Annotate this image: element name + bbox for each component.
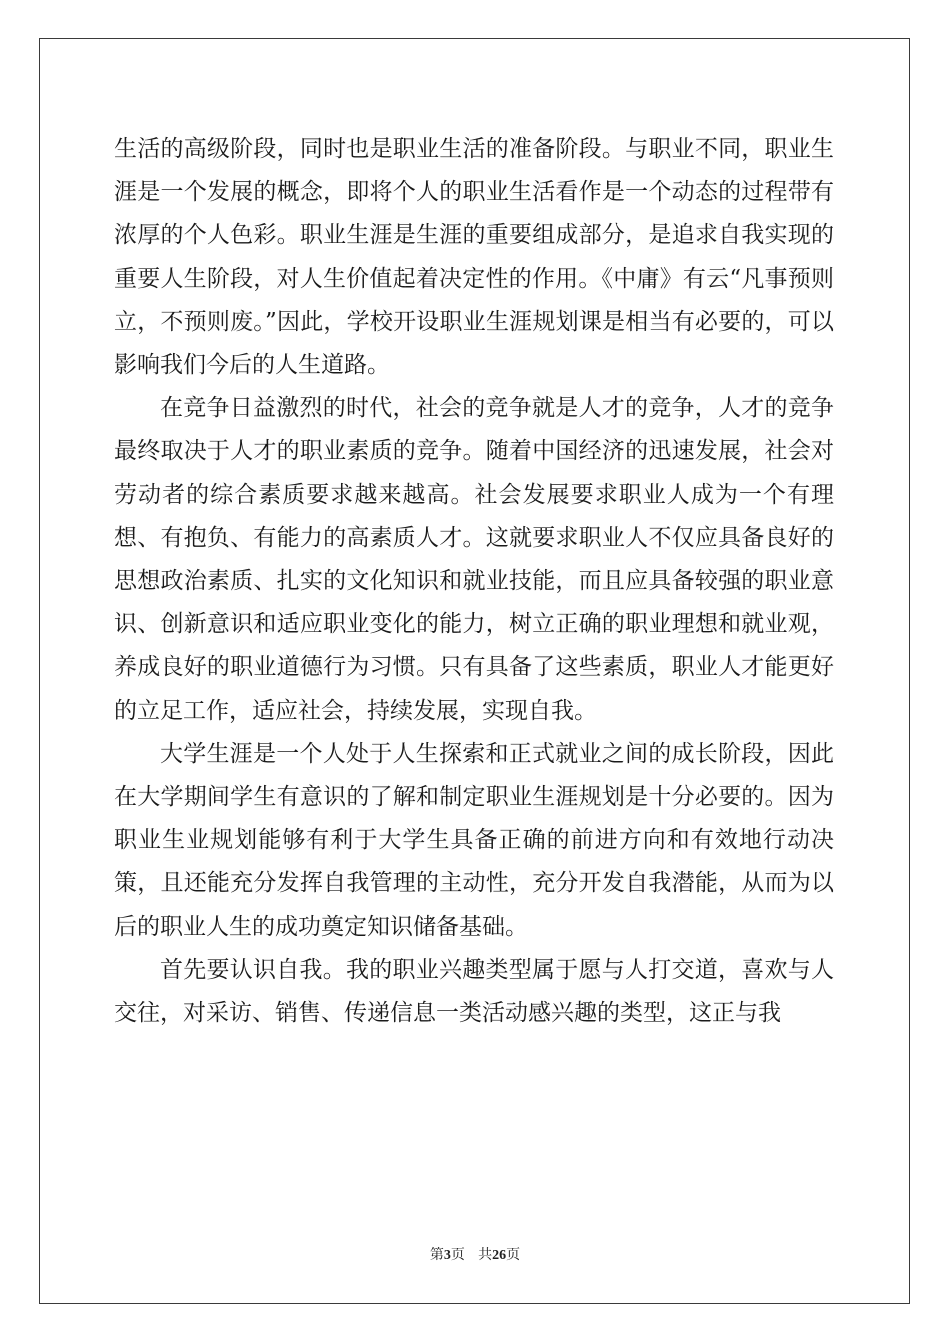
footer-total-prefix: 共 — [478, 1247, 493, 1263]
footer-prefix: 第 — [429, 1247, 444, 1263]
page-footer — [0, 1244, 950, 1264]
footer-total-suffix: 页 — [506, 1247, 521, 1263]
total-pages-number: 26 — [492, 1248, 507, 1263]
current-page-number: 3 — [443, 1248, 451, 1263]
document-body — [114, 128, 834, 1035]
paragraph-4: 首先要认识自我。我的职业兴趣类型属于愿与人打交道，喜欢与人交往，对采访、销售、传递信息一类活动感兴趣的类型，这正与我 — [114, 956, 834, 1027]
paragraph-3: 大学生涯是一个人处于人生探索和正式就业之间的成长阶段，因此在大学期间学生有意识的了解和制定职业生涯规划是十分必要的。因为职业生业规划能够有利于大学生具备正确的前进方向和有效地行动决策，且还能充分发挥自我管理的主动性，充分开发自我潜能，从而为以后的职业人生的成功奠定知识储备基础。 — [114, 740, 834, 940]
footer-page-suffix: 页 — [450, 1247, 465, 1263]
paragraph-2: 在竞争日益激烈的时代，社会的竞争就是人才的竞争，人才的竞争最终取决于人才的职业素质的竞争。随着中国经济的迅速发展，社会对劳动者的综合素质要求越来越高。社会发展要求职业人成为一个有理想、有抱负、有能力的高素质人才。这就要求职业人不仅应具备良好的思想政治素质、扎实的文化知识和就业技能，而且应具备较强的职业意识、创新意识和适应职业变化的能力，树立正确的职业理想和就业观，养成良好的职业道德行为习惯。只有具备了这些素质，职业人才能更好的立足工作，适应社会，持续发展，实现自我。 — [114, 395, 834, 724]
paragraph-1: 生活的高级阶段，同时也是职业生活的准备阶段。与职业不同，职业生涯是一个发展的概念，即将个人的职业生活看作是一个动态的过程带有浓厚的个人色彩。职业生涯是生涯的重要组成部分，是追求自我实现的重要人生阶段，对人生价值起着决定性的作用。《中庸》有云“凡事预则立，不预则废。”因此，学校开设职业生涯规划课是相当有必要的，可以影响我们今后的人生道路。 — [114, 136, 834, 379]
